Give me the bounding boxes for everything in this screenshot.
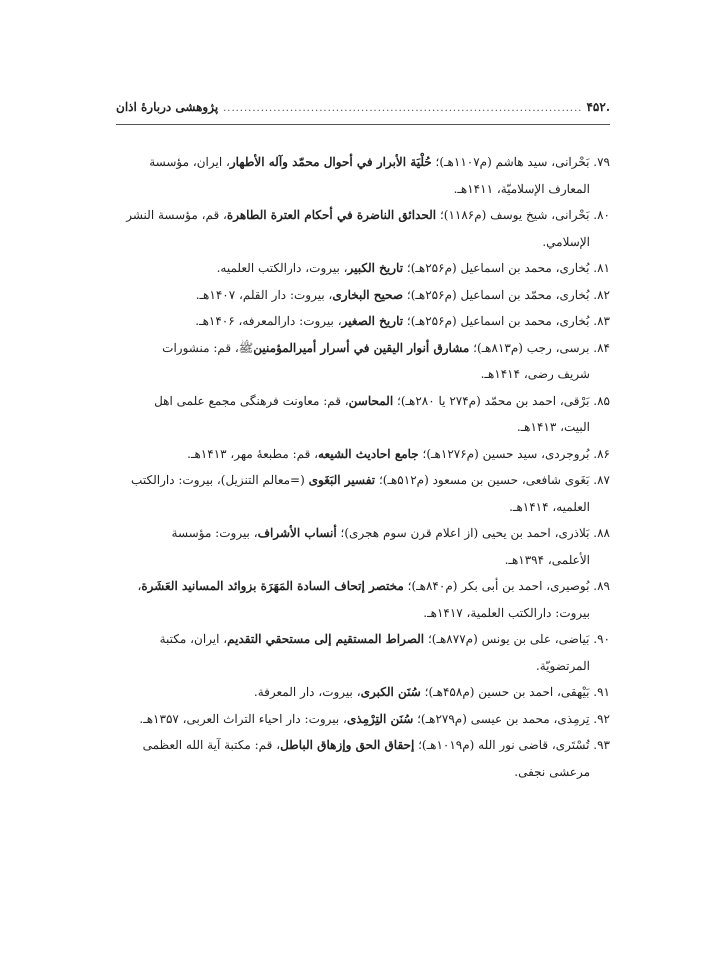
bibliography-list [116,149,610,785]
entry-book-title: الصراط المستقیم إلی مستحقي التقدیم [227,632,425,646]
bibliography-entry [116,149,610,202]
entry-publication: ، قم، مؤسسة النشر [126,208,227,222]
entry-publication: ، بیروت: دار القلم، ۱۴۰۷هـ. [195,287,333,302]
entry-continuation: المعارف الإسلاميّة، ۱۴۱۱هـ. [453,181,590,196]
entry-book-title: صحیح البخاری [332,287,404,302]
entry-first-line [116,202,610,229]
entry-book-title: مختصر إتحاف السادة المَهَرَة بزوائد المسانید العَشَرة [141,579,404,593]
entry-book-title: مشارق أنوار الیقین في أسرار أمیرالمؤمنین [253,340,470,355]
entry-continuation: مرعشی نجفی. [514,764,590,779]
bibliography-entry [116,335,610,388]
entry-book-title: المحاسن [348,393,394,408]
entry-first-line [116,520,610,547]
entry-publication: ، ایران، مؤسسة [149,155,230,169]
running-header [116,100,610,125]
entry-book-title: إحقاق الحق وإزهاق الباطل [280,738,415,752]
entry-author: ۸۴. برسی، رجب (م۸۱۳هـ)؛ [469,340,610,355]
entry-continuation: العلمیه، ۱۴۱۴هـ. [509,499,590,514]
bibliography-entry [116,706,610,733]
entry-continuation: بیروت: دارالکتب العلمیة، ۱۴۱۷هـ. [423,605,590,620]
header-leader-dots [222,103,582,114]
entry-author: ۹۰. بَیاضی، علی بن یونس (م۸۷۷هـ)؛ [424,632,610,646]
entry-publication: ، بیروت، دارالکتب العلمیه. [216,261,348,275]
entry-author: ۸۸. بَلاذری، احمد بن یحیی (از اعلام قرن سوم هجری)؛ [336,526,610,540]
entry-author: ۸۷. بَغَوی شافعی، حسین بن مسعود (م۵۱۲هـ)؛ [375,473,610,487]
entry-publication: ، بیروت، دار المعرفة. [253,685,361,699]
bibliography-entry [116,202,610,255]
entry-publication: ، قم: مکتبة آیة الله العظمی [142,738,281,752]
entry-first-line [116,626,610,653]
entry-book-title: تاریخ الصغیر [341,314,404,328]
entry-publication: ، بیروت: دار احیاء التراث العربی، ۱۳۵۷هـ. [139,711,347,726]
entry-first-line [116,732,610,759]
entry-first-line [116,388,610,415]
entry-continuation: الأعلمی، ۱۳۹۴هـ. [504,552,590,567]
bibliography-entry [116,520,610,573]
bibliography-entry [116,467,610,520]
entry-publication: (=معالم التنزیل)، بیروت: دارالکتب [131,473,309,487]
page-number: .۴۵۲ [586,100,610,114]
bibliography-entry [116,626,610,679]
bibliography-entry [116,308,610,335]
entry-book-title: سُنَن التِرْمِذی [346,711,414,726]
entry-author: ۸۲. بُخاری، محمّد بن اسماعیل (م۲۵۶هـ)؛ [403,287,610,302]
entry-continuation: شریف رضی، ۱۴۱۴هـ. [480,367,590,381]
entry-first-line [116,441,610,468]
bibliography-entry [116,282,610,309]
entry-book-title: تفسیر البَغَوی [308,473,376,487]
entry-author: ۷۹. بَحْرانی، سید هاشم (م۱۱۰۷هـ)؛ [431,155,610,169]
entry-book-title: تاریخ الکبیر [347,261,404,275]
document-page [116,0,610,980]
entry-publication: ، بیروت: دارالمعرفه، ۱۴۰۶هـ. [195,314,342,328]
entry-first-line [116,335,610,362]
entry-publication: ، [137,579,142,593]
entry-first-line [116,573,610,600]
entry-author: ۸۱. بُخاری، محمد بن اسماعیل (م۲۵۶هـ)؛ [403,261,610,275]
entry-continuation: الإسلامي. [542,234,590,249]
bibliography-entry [116,255,610,282]
entry-publication: ، بیروت: مؤسسة [171,526,258,540]
entry-author: ۸۹. بُوصیری، احمد بن أبی بکر (م۸۴۰هـ)؛ [403,579,610,593]
bibliography-entry [116,441,610,468]
entry-book-title: سُنَن الكبرى [360,685,421,699]
entry-publication: ، قم: معاونت فرهنگی مجمع علمی اهل [154,393,349,408]
entry-first-line [116,282,610,309]
entry-author: ۸۰. بَحْرانی، شیخ یوسف (م۱۱۸۶)؛ [436,208,610,222]
entry-publication: ﷺ، قم: منشورات [162,340,254,355]
running-title: پژوهشی دربارۀ اذان [116,100,219,114]
entry-first-line [116,679,610,706]
entry-author: ۸۶. بُروجردی، سید حسین (م۱۲۷۶هـ)؛ [418,446,610,461]
entry-author: ۹۲. تِرمِذی، محمد بن عیسی (م۲۷۹هـ)؛ [413,711,610,726]
entry-author: ۹۳. تُسْتَری، قاضی نور الله (م۱۰۱۹هـ)؛ [414,738,610,752]
entry-first-line [116,149,610,176]
entry-book-title: حُلْيَة الأبرار في أحوال محمّد وآله الأطهار [229,155,432,169]
entry-book-title: أنساب الأشراف [257,526,337,540]
entry-first-line [116,255,610,282]
entry-first-line [116,308,610,335]
entry-book-title: الحدائق الناضرة في أحكام العترة الطاهرة [226,208,437,222]
entry-first-line [116,467,610,494]
bibliography-entry [116,573,610,626]
entry-first-line [116,706,610,733]
entry-continuation: المرتضویّة. [535,658,590,673]
entry-author: ۸۵. بَرْقی، احمد بن محمّد (م۲۷۴ یا ۲۸۰هـ)؛ [393,393,610,408]
bibliography-entry [116,732,610,785]
entry-publication: ، قم: مطبعۀ مهر، ۱۴۱۳هـ. [187,446,319,461]
entry-author: ۹۱. بَیْهقی، احمد بن حسین (م۴۵۸هـ)؛ [420,685,610,699]
bibliography-entry [116,388,610,441]
entry-book-title: جامع احادیث الشیعه [318,446,419,461]
bibliography-entry [116,679,610,706]
entry-author: ۸۳. بُخاری، محمد بن اسماعیل (م۲۵۶هـ)؛ [403,314,610,328]
entry-continuation: البیت، ۱۴۱۳هـ. [516,420,590,434]
entry-publication: ، ایران، مکتبة [159,632,228,646]
